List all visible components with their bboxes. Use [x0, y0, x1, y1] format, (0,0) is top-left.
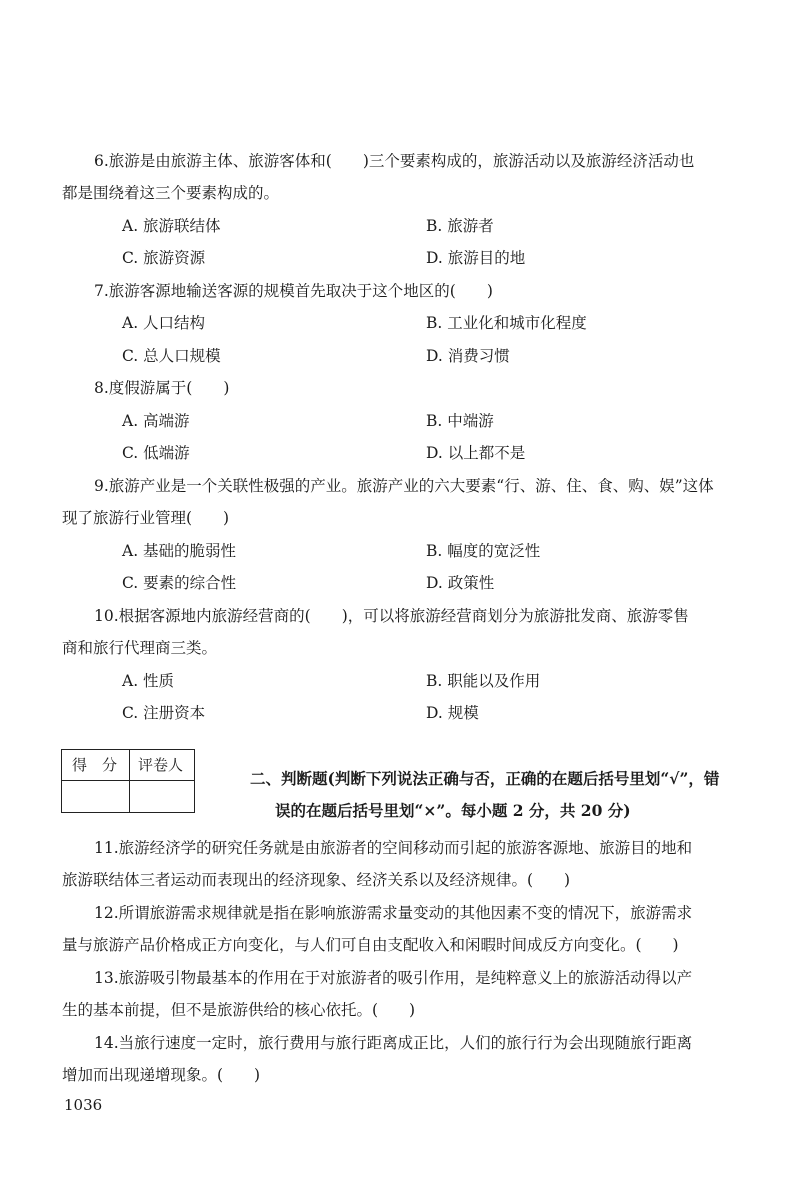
question-9-option-d: D. 政策性: [426, 574, 495, 592]
question-6-text-cont: 都是围绕着这三个要素构成的。: [62, 184, 280, 202]
question-7-option-a: A. 人口结构: [122, 314, 206, 332]
score-table-divider: [62, 780, 194, 781]
section-2-heading-cont: 误的在题后括号里划“×”。每小题 2 分，共 20 分): [275, 801, 631, 820]
question-7-text: 7.旅游客源地输送客源的规模首先取决于这个地区的( ): [94, 282, 493, 300]
question-9-option-a: A. 基础的脆弱性: [122, 542, 237, 560]
question-8-option-b: B. 中端游: [426, 412, 494, 430]
question-8-option-c: C. 低端游: [122, 444, 190, 462]
question-13-text-cont: 生的基本前提，但不是旅游供给的核心依托。( ): [62, 1001, 416, 1019]
question-7-option-d: D. 消费习惯: [426, 347, 510, 365]
score-table: [61, 749, 195, 813]
question-10-option-b: B. 职能以及作用: [426, 672, 541, 690]
question-6-option-b: B. 旅游者: [426, 217, 494, 235]
question-12-text: 12.所谓旅游需求规律就是指在影响旅游需求量变动的其他因素不变的情况下，旅游需求: [94, 904, 693, 922]
question-9-text: 9.旅游产业是一个关联性极强的产业。旅游产业的六大要素“行、游、住、食、购、娱”这体: [94, 477, 714, 495]
question-9-option-c: C. 要素的综合性: [122, 574, 237, 592]
question-6-option-d: D. 旅游目的地: [426, 249, 526, 267]
page-number: 1036: [64, 1096, 103, 1114]
question-7-option-b: B. 工业化和城市化程度: [426, 314, 587, 332]
question-9-option-b: B. 幅度的宽泛性: [426, 542, 541, 560]
score-label: 得 分: [72, 756, 118, 774]
question-8-text: 8.度假游属于( ): [94, 379, 230, 397]
question-7-option-c: C. 总人口规模: [122, 347, 221, 365]
question-6-option-a: A. 旅游联结体: [122, 217, 221, 235]
section-2-heading: 二、判断题(判断下列说法正确与否，正确的在题后括号里划“√”，错: [250, 769, 720, 788]
score-table-column-divider: [129, 750, 130, 812]
grader-label: 评卷人: [138, 756, 184, 774]
question-6-text: 6.旅游是由旅游主体、旅游客体和( )三个要素构成的，旅游活动以及旅游经济活动也: [94, 152, 695, 170]
question-12-text-cont: 量与旅游产品价格成正方向变化，与人们可自由支配收入和闲暇时间成反方向变化。( ): [62, 936, 679, 954]
question-14-text: 14.当旅行速度一定时，旅行费用与旅行距离成正比，人们的旅行行为会出现随旅行距离: [94, 1034, 693, 1052]
question-11-text: 11.旅游经济学的研究任务就是由旅游者的空间移动而引起的旅游客源地、旅游目的地和: [94, 839, 693, 857]
question-10-option-d: D. 规模: [426, 704, 479, 722]
question-14-text-cont: 增加而出现递增现象。( ): [62, 1066, 261, 1084]
question-10-text-cont: 商和旅行代理商三类。: [62, 639, 218, 657]
question-10-option-a: A. 性质: [122, 672, 175, 690]
question-8-option-a: A. 高端游: [122, 412, 190, 430]
question-9-text-cont: 现了旅游行业管理( ): [62, 509, 230, 527]
question-8-option-d: D. 以上都不是: [426, 444, 526, 462]
question-11-text-cont: 旅游联结体三者运动而表现出的经济现象、经济关系以及经济规律。( ): [62, 871, 571, 889]
question-13-text: 13.旅游吸引物最基本的作用在于对旅游者的吸引作用，是纯粹意义上的旅游活动得以产: [94, 969, 693, 987]
question-10-option-c: C. 注册资本: [122, 704, 206, 722]
question-10-text: 10.根据客源地内旅游经营商的( )，可以将旅游经营商划分为旅游批发商、旅游零售: [94, 607, 689, 625]
question-6-option-c: C. 旅游资源: [122, 249, 206, 267]
